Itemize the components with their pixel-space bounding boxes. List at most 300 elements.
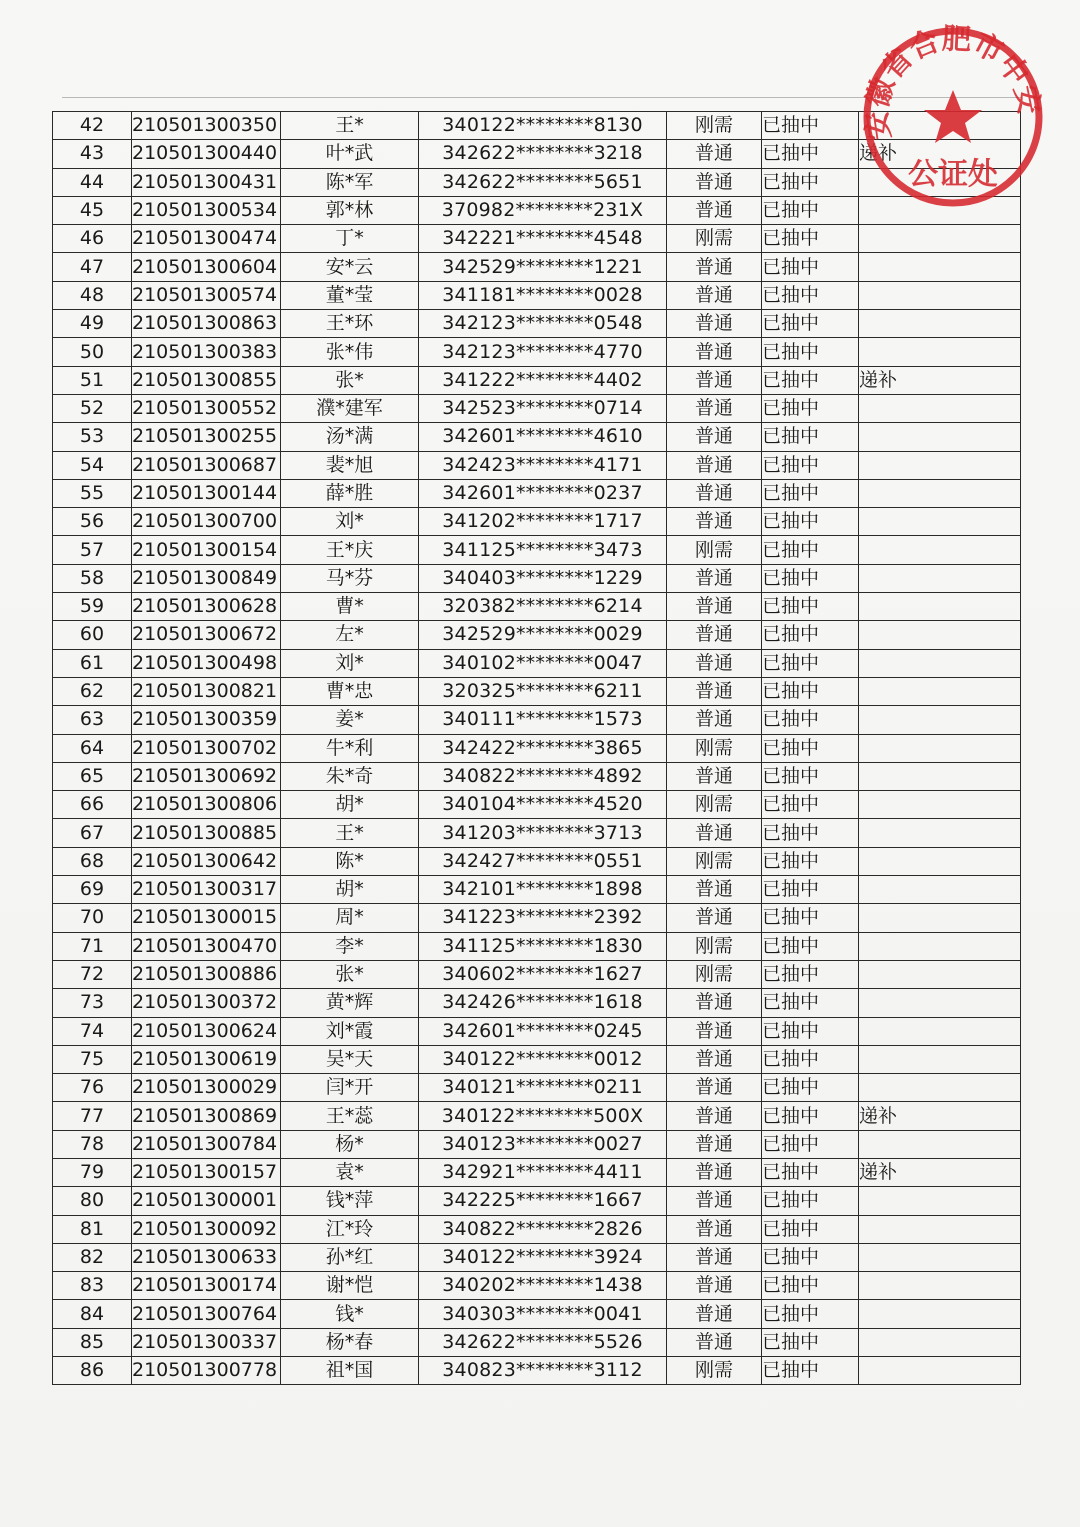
cell-note xyxy=(859,1045,1021,1073)
cell-status: 已抽中 xyxy=(762,168,859,196)
cell-id: 210501300317 xyxy=(132,876,281,904)
cell-card: 342601********0237 xyxy=(419,479,667,507)
cell-note xyxy=(859,989,1021,1017)
cell-card: 340303********0041 xyxy=(419,1300,667,1328)
cell-no: 57 xyxy=(53,536,132,564)
cell-status: 已抽中 xyxy=(762,536,859,564)
cell-id: 210501300855 xyxy=(132,366,281,394)
cell-type: 普通 xyxy=(667,310,762,338)
cell-no: 77 xyxy=(53,1102,132,1130)
cell-note xyxy=(859,649,1021,677)
table-row xyxy=(53,989,1021,1017)
cell-no: 44 xyxy=(53,168,132,196)
cell-note xyxy=(859,281,1021,309)
cell-no: 72 xyxy=(53,960,132,988)
table-row xyxy=(53,451,1021,479)
cell-status: 已抽中 xyxy=(762,960,859,988)
table-row xyxy=(53,593,1021,621)
cell-name: 曹* xyxy=(281,593,419,621)
cell-id: 210501300886 xyxy=(132,960,281,988)
cell-card: 370982********231X xyxy=(419,196,667,224)
cell-status: 已抽中 xyxy=(762,1328,859,1356)
cell-name: 杨*春 xyxy=(281,1328,419,1356)
cell-type: 普通 xyxy=(667,1243,762,1271)
cell-status: 已抽中 xyxy=(762,196,859,224)
cell-card: 340822********2826 xyxy=(419,1215,667,1243)
table-row xyxy=(53,366,1021,394)
cell-id: 210501300383 xyxy=(132,338,281,366)
cell-type: 刚需 xyxy=(667,932,762,960)
cell-no: 82 xyxy=(53,1243,132,1271)
table-row xyxy=(53,225,1021,253)
cell-card: 342123********0548 xyxy=(419,310,667,338)
table-row xyxy=(53,1017,1021,1045)
table-row xyxy=(53,876,1021,904)
cell-name: 张* xyxy=(281,366,419,394)
cell-status: 已抽中 xyxy=(762,281,859,309)
cell-no: 75 xyxy=(53,1045,132,1073)
cell-note xyxy=(859,1074,1021,1102)
cell-status: 已抽中 xyxy=(762,847,859,875)
cell-status: 已抽中 xyxy=(762,1102,859,1130)
cell-no: 47 xyxy=(53,253,132,281)
cell-note xyxy=(859,451,1021,479)
cell-note xyxy=(859,536,1021,564)
cell-note xyxy=(859,168,1021,196)
cell-no: 67 xyxy=(53,819,132,847)
cell-status: 已抽中 xyxy=(762,1130,859,1158)
cell-type: 刚需 xyxy=(667,847,762,875)
cell-id: 210501300431 xyxy=(132,168,281,196)
cell-note xyxy=(859,904,1021,932)
table-row xyxy=(53,706,1021,734)
cell-note xyxy=(859,564,1021,592)
cell-name: 薛*胜 xyxy=(281,479,419,507)
cell-no: 71 xyxy=(53,932,132,960)
cell-type: 普通 xyxy=(667,1102,762,1130)
cell-id: 210501300604 xyxy=(132,253,281,281)
header-rule xyxy=(62,97,1022,98)
cell-no: 73 xyxy=(53,989,132,1017)
cell-note xyxy=(859,338,1021,366)
cell-card: 340122********0012 xyxy=(419,1045,667,1073)
cell-name: 安*云 xyxy=(281,253,419,281)
cell-status: 已抽中 xyxy=(762,876,859,904)
cell-status: 已抽中 xyxy=(762,649,859,677)
cell-card: 341125********1830 xyxy=(419,932,667,960)
cell-id: 210501300806 xyxy=(132,791,281,819)
cell-note xyxy=(859,479,1021,507)
cell-id: 210501300029 xyxy=(132,1074,281,1102)
table-body xyxy=(53,112,1021,1385)
cell-card: 340122********3924 xyxy=(419,1243,667,1271)
cell-card: 320382********6214 xyxy=(419,593,667,621)
cell-card: 342221********4548 xyxy=(419,225,667,253)
cell-id: 210501300440 xyxy=(132,140,281,168)
cell-type: 普通 xyxy=(667,423,762,451)
cell-type: 普通 xyxy=(667,366,762,394)
cell-id: 210501300692 xyxy=(132,762,281,790)
cell-status: 已抽中 xyxy=(762,423,859,451)
cell-type: 普通 xyxy=(667,1017,762,1045)
cell-name: 张* xyxy=(281,960,419,988)
cell-status: 已抽中 xyxy=(762,366,859,394)
cell-card: 340122********8130 xyxy=(419,112,667,140)
cell-no: 54 xyxy=(53,451,132,479)
cell-card: 342225********1667 xyxy=(419,1187,667,1215)
cell-name: 胡* xyxy=(281,791,419,819)
cell-type: 刚需 xyxy=(667,225,762,253)
cell-no: 59 xyxy=(53,593,132,621)
table-row xyxy=(53,819,1021,847)
table-row xyxy=(53,479,1021,507)
cell-type: 刚需 xyxy=(667,112,762,140)
cell-note: 递补 xyxy=(859,366,1021,394)
cell-id: 210501300337 xyxy=(132,1328,281,1356)
cell-note xyxy=(859,847,1021,875)
table-row xyxy=(53,1357,1021,1385)
table-row xyxy=(53,394,1021,422)
cell-note xyxy=(859,1017,1021,1045)
cell-no: 78 xyxy=(53,1130,132,1158)
cell-no: 79 xyxy=(53,1158,132,1186)
cell-type: 普通 xyxy=(667,1300,762,1328)
cell-type: 普通 xyxy=(667,140,762,168)
cell-card: 341223********2392 xyxy=(419,904,667,932)
table-row xyxy=(53,140,1021,168)
table-row xyxy=(53,1272,1021,1300)
cell-id: 210501300700 xyxy=(132,508,281,536)
cell-type: 普通 xyxy=(667,253,762,281)
table-row xyxy=(53,508,1021,536)
cell-id: 210501300470 xyxy=(132,932,281,960)
cell-card: 342101********1898 xyxy=(419,876,667,904)
cell-id: 210501300474 xyxy=(132,225,281,253)
cell-no: 81 xyxy=(53,1215,132,1243)
cell-name: 朱*奇 xyxy=(281,762,419,790)
cell-card: 340202********1438 xyxy=(419,1272,667,1300)
cell-card: 340122********500X xyxy=(419,1102,667,1130)
table-row xyxy=(53,168,1021,196)
cell-card: 342529********1221 xyxy=(419,253,667,281)
cell-note xyxy=(859,876,1021,904)
cell-note xyxy=(859,593,1021,621)
cell-card: 342921********4411 xyxy=(419,1158,667,1186)
cell-id: 210501300628 xyxy=(132,593,281,621)
cell-type: 普通 xyxy=(667,1215,762,1243)
cell-card: 342422********3865 xyxy=(419,734,667,762)
cell-status: 已抽中 xyxy=(762,225,859,253)
cell-id: 210501300157 xyxy=(132,1158,281,1186)
cell-name: 曹*忠 xyxy=(281,677,419,705)
cell-card: 340111********1573 xyxy=(419,706,667,734)
svg-text:公证处: 公证处 xyxy=(908,157,998,192)
cell-card: 340123********0027 xyxy=(419,1130,667,1158)
table-row xyxy=(53,847,1021,875)
cell-no: 68 xyxy=(53,847,132,875)
cell-no: 64 xyxy=(53,734,132,762)
cell-status: 已抽中 xyxy=(762,791,859,819)
table-row xyxy=(53,1243,1021,1271)
cell-id: 210501300672 xyxy=(132,621,281,649)
cell-id: 210501300359 xyxy=(132,706,281,734)
cell-id: 210501300821 xyxy=(132,677,281,705)
cell-name: 陈* xyxy=(281,847,419,875)
cell-note: 递补 xyxy=(859,1158,1021,1186)
table-row xyxy=(53,734,1021,762)
cell-type: 普通 xyxy=(667,168,762,196)
cell-card: 342426********1618 xyxy=(419,989,667,1017)
cell-note xyxy=(859,225,1021,253)
cell-note xyxy=(859,253,1021,281)
cell-card: 341125********3473 xyxy=(419,536,667,564)
cell-name: 裴*旭 xyxy=(281,451,419,479)
cell-id: 210501300849 xyxy=(132,564,281,592)
cell-id: 210501300869 xyxy=(132,1102,281,1130)
cell-note xyxy=(859,112,1021,140)
table-row xyxy=(53,1074,1021,1102)
table-row xyxy=(53,1045,1021,1073)
cell-note xyxy=(859,1215,1021,1243)
cell-id: 210501300702 xyxy=(132,734,281,762)
cell-name: 胡* xyxy=(281,876,419,904)
cell-no: 42 xyxy=(53,112,132,140)
seal-text: 安徽省合肥市中安 xyxy=(858,22,1048,143)
cell-no: 70 xyxy=(53,904,132,932)
cell-note xyxy=(859,310,1021,338)
cell-note xyxy=(859,1300,1021,1328)
cell-status: 已抽中 xyxy=(762,593,859,621)
cell-status: 已抽中 xyxy=(762,1045,859,1073)
cell-name: 钱*萍 xyxy=(281,1187,419,1215)
cell-no: 86 xyxy=(53,1357,132,1385)
cell-card: 341181********0028 xyxy=(419,281,667,309)
cell-no: 53 xyxy=(53,423,132,451)
cell-status: 已抽中 xyxy=(762,1074,859,1102)
cell-id: 210501300574 xyxy=(132,281,281,309)
cell-name: 汤*满 xyxy=(281,423,419,451)
cell-no: 74 xyxy=(53,1017,132,1045)
cell-status: 已抽中 xyxy=(762,819,859,847)
cell-no: 85 xyxy=(53,1328,132,1356)
cell-status: 已抽中 xyxy=(762,1158,859,1186)
cell-id: 210501300015 xyxy=(132,904,281,932)
cell-card: 340104********4520 xyxy=(419,791,667,819)
table-row xyxy=(53,677,1021,705)
cell-name: 濮*建军 xyxy=(281,394,419,422)
cell-card: 341203********3713 xyxy=(419,819,667,847)
cell-no: 51 xyxy=(53,366,132,394)
cell-status: 已抽中 xyxy=(762,1272,859,1300)
table-row xyxy=(53,762,1021,790)
cell-type: 刚需 xyxy=(667,791,762,819)
cell-name: 牛*利 xyxy=(281,734,419,762)
cell-note xyxy=(859,819,1021,847)
cell-card: 342601********4610 xyxy=(419,423,667,451)
table-row xyxy=(53,281,1021,309)
cell-card: 342601********0245 xyxy=(419,1017,667,1045)
cell-name: 王*蕊 xyxy=(281,1102,419,1130)
table-row xyxy=(53,1215,1021,1243)
cell-note xyxy=(859,932,1021,960)
cell-id: 210501300534 xyxy=(132,196,281,224)
cell-status: 已抽中 xyxy=(762,508,859,536)
table-row xyxy=(53,1102,1021,1130)
cell-no: 83 xyxy=(53,1272,132,1300)
cell-no: 46 xyxy=(53,225,132,253)
cell-card: 342529********0029 xyxy=(419,621,667,649)
cell-card: 340403********1229 xyxy=(419,564,667,592)
cell-name: 董*莹 xyxy=(281,281,419,309)
cell-status: 已抽中 xyxy=(762,1300,859,1328)
cell-card: 342423********4171 xyxy=(419,451,667,479)
cell-type: 普通 xyxy=(667,649,762,677)
cell-card: 341222********4402 xyxy=(419,366,667,394)
cell-card: 342523********0714 xyxy=(419,394,667,422)
cell-type: 普通 xyxy=(667,762,762,790)
cell-card: 320325********6211 xyxy=(419,677,667,705)
cell-note xyxy=(859,791,1021,819)
table-row xyxy=(53,1187,1021,1215)
cell-note xyxy=(859,677,1021,705)
cell-no: 66 xyxy=(53,791,132,819)
cell-note xyxy=(859,762,1021,790)
cell-name: 刘* xyxy=(281,508,419,536)
cell-note xyxy=(859,394,1021,422)
cell-name: 李* xyxy=(281,932,419,960)
cell-note xyxy=(859,1328,1021,1356)
cell-card: 340102********0047 xyxy=(419,649,667,677)
cell-name: 刘*霞 xyxy=(281,1017,419,1045)
cell-type: 普通 xyxy=(667,1328,762,1356)
cell-type: 普通 xyxy=(667,508,762,536)
cell-name: 张*伟 xyxy=(281,338,419,366)
table-row xyxy=(53,1328,1021,1356)
cell-status: 已抽中 xyxy=(762,112,859,140)
cell-id: 210501300001 xyxy=(132,1187,281,1215)
cell-name: 叶*武 xyxy=(281,140,419,168)
cell-no: 56 xyxy=(53,508,132,536)
cell-type: 刚需 xyxy=(667,734,762,762)
table-row xyxy=(53,112,1021,140)
cell-card: 342622********5526 xyxy=(419,1328,667,1356)
cell-no: 65 xyxy=(53,762,132,790)
cell-type: 普通 xyxy=(667,281,762,309)
cell-id: 210501300372 xyxy=(132,989,281,1017)
cell-card: 340822********4892 xyxy=(419,762,667,790)
cell-name: 袁* xyxy=(281,1158,419,1186)
table-row xyxy=(53,904,1021,932)
cell-id: 210501300552 xyxy=(132,394,281,422)
cell-no: 52 xyxy=(53,394,132,422)
cell-id: 210501300885 xyxy=(132,819,281,847)
cell-name: 姜* xyxy=(281,706,419,734)
table-row xyxy=(53,1130,1021,1158)
cell-status: 已抽中 xyxy=(762,734,859,762)
table-row xyxy=(53,960,1021,988)
cell-note xyxy=(859,1272,1021,1300)
cell-name: 孙*红 xyxy=(281,1243,419,1271)
cell-status: 已抽中 xyxy=(762,989,859,1017)
cell-type: 普通 xyxy=(667,1130,762,1158)
cell-note xyxy=(859,196,1021,224)
cell-name: 马*芬 xyxy=(281,564,419,592)
cell-note xyxy=(859,1243,1021,1271)
cell-status: 已抽中 xyxy=(762,1243,859,1271)
cell-id: 210501300092 xyxy=(132,1215,281,1243)
cell-card: 340121********0211 xyxy=(419,1074,667,1102)
cell-no: 61 xyxy=(53,649,132,677)
cell-status: 已抽中 xyxy=(762,762,859,790)
cell-no: 84 xyxy=(53,1300,132,1328)
cell-id: 210501300764 xyxy=(132,1300,281,1328)
cell-id: 210501300498 xyxy=(132,649,281,677)
cell-no: 60 xyxy=(53,621,132,649)
table-row xyxy=(53,649,1021,677)
cell-id: 210501300174 xyxy=(132,1272,281,1300)
cell-type: 普通 xyxy=(667,876,762,904)
cell-note: 递补 xyxy=(859,140,1021,168)
cell-note xyxy=(859,734,1021,762)
cell-status: 已抽中 xyxy=(762,338,859,366)
cell-status: 已抽中 xyxy=(762,677,859,705)
cell-status: 已抽中 xyxy=(762,1215,859,1243)
cell-name: 郭*林 xyxy=(281,196,419,224)
cell-card: 340823********3112 xyxy=(419,1357,667,1385)
cell-note xyxy=(859,1130,1021,1158)
cell-type: 普通 xyxy=(667,706,762,734)
cell-type: 普通 xyxy=(667,904,762,932)
cell-type: 普通 xyxy=(667,621,762,649)
cell-status: 已抽中 xyxy=(762,1017,859,1045)
cell-type: 普通 xyxy=(667,677,762,705)
cell-card: 342622********3218 xyxy=(419,140,667,168)
cell-note xyxy=(859,706,1021,734)
cell-note: 递补 xyxy=(859,1102,1021,1130)
cell-note xyxy=(859,508,1021,536)
cell-no: 76 xyxy=(53,1074,132,1102)
cell-type: 普通 xyxy=(667,1158,762,1186)
cell-no: 43 xyxy=(53,140,132,168)
cell-name: 王* xyxy=(281,819,419,847)
cell-type: 普通 xyxy=(667,479,762,507)
cell-note xyxy=(859,1187,1021,1215)
lottery-result-table xyxy=(52,111,1021,1385)
cell-name: 江*玲 xyxy=(281,1215,419,1243)
table-row xyxy=(53,253,1021,281)
cell-status: 已抽中 xyxy=(762,310,859,338)
cell-status: 已抽中 xyxy=(762,1187,859,1215)
cell-id: 210501300624 xyxy=(132,1017,281,1045)
cell-card: 342123********4770 xyxy=(419,338,667,366)
cell-no: 48 xyxy=(53,281,132,309)
cell-name: 王*庆 xyxy=(281,536,419,564)
cell-type: 普通 xyxy=(667,451,762,479)
cell-name: 刘* xyxy=(281,649,419,677)
cell-no: 49 xyxy=(53,310,132,338)
cell-status: 已抽中 xyxy=(762,451,859,479)
cell-type: 普通 xyxy=(667,1187,762,1215)
cell-type: 普通 xyxy=(667,394,762,422)
cell-no: 58 xyxy=(53,564,132,592)
table-row xyxy=(53,536,1021,564)
table-row xyxy=(53,1158,1021,1186)
cell-id: 210501300642 xyxy=(132,847,281,875)
cell-name: 王* xyxy=(281,112,419,140)
cell-name: 丁* xyxy=(281,225,419,253)
cell-id: 210501300144 xyxy=(132,479,281,507)
cell-type: 刚需 xyxy=(667,536,762,564)
